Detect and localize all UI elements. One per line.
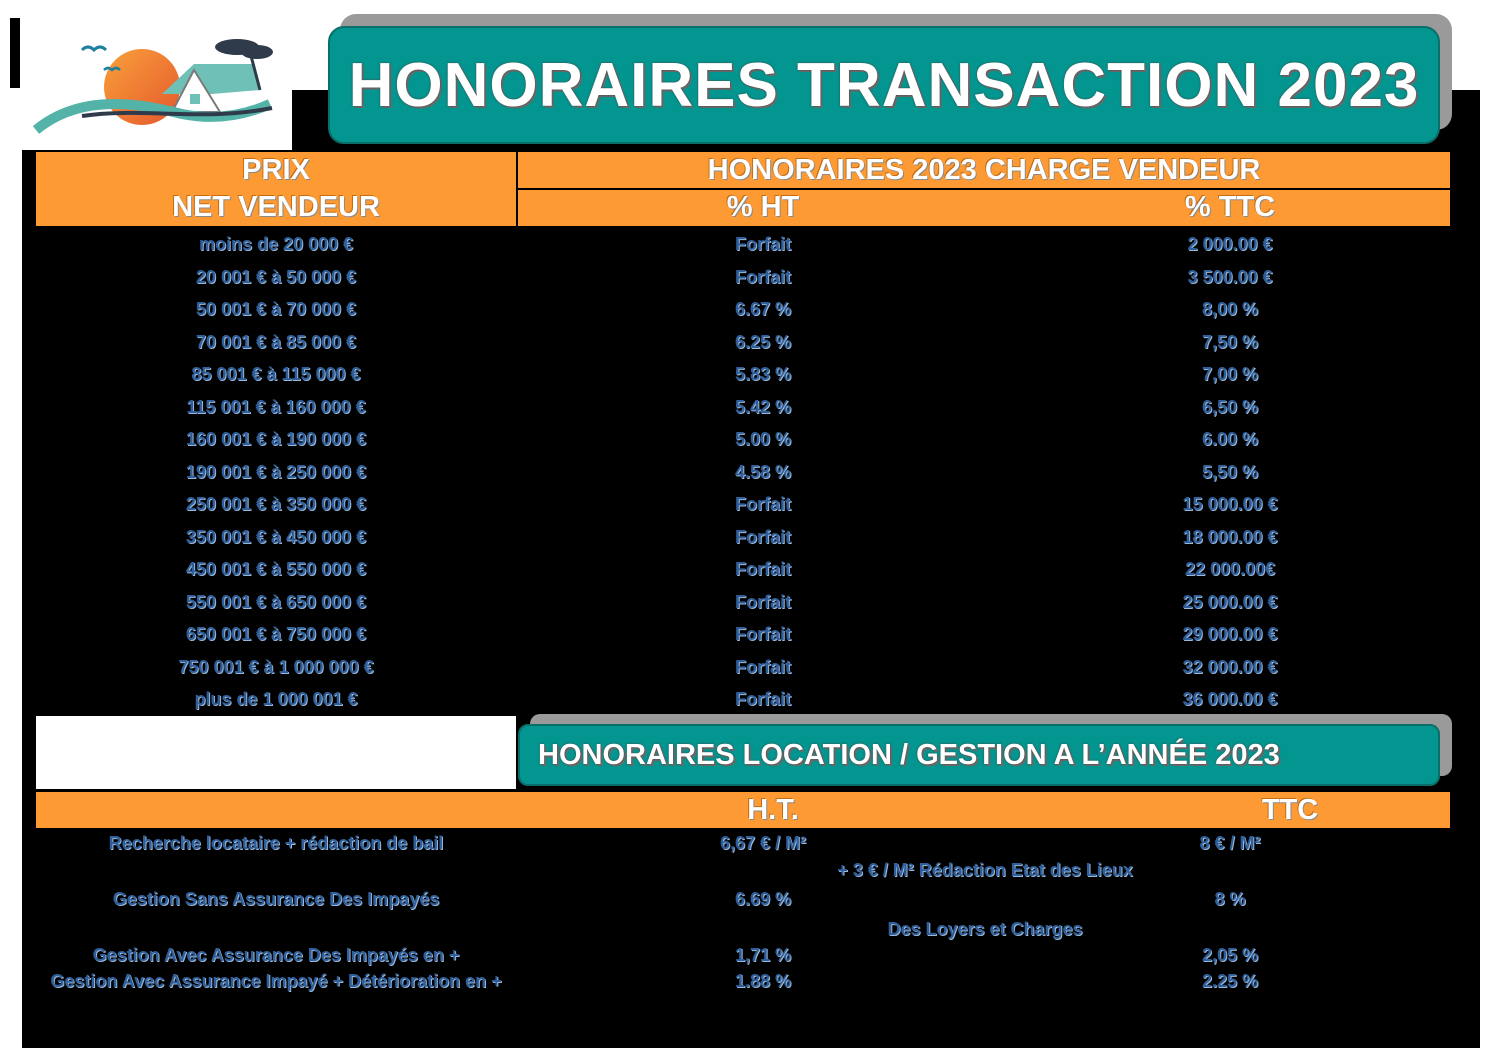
ht-rate-cell: 5.42 % xyxy=(734,396,792,417)
price-range-cell: 160 001 € à 190 000 € xyxy=(185,429,367,449)
ttc-rate-cell: 2 000.00 € xyxy=(1187,234,1273,254)
ht-rate-cell: 5.83 % xyxy=(734,364,792,384)
location-title-banner xyxy=(518,724,1440,786)
ht-rate-cell: 6.25 % xyxy=(734,331,792,352)
location-ttc-header: TTC xyxy=(1261,794,1319,826)
ht-rate-cell: Forfait xyxy=(735,526,791,547)
location-ht: 6,67 € / M² xyxy=(719,833,807,853)
ttc-rate-cell: 22 000.00€ xyxy=(1184,559,1276,579)
ttc-rate-cell: 29 000.00 € xyxy=(1182,624,1278,644)
ttc-rate-cell: 8,00 % xyxy=(1201,299,1259,319)
ttc-header: % TTC xyxy=(1184,191,1276,223)
location-ht: 6.69 % xyxy=(734,889,792,909)
price-range-cell: 70 001 € à 85 000 € xyxy=(195,331,357,352)
ttc-rate-cell: 32 000.00 € xyxy=(1182,656,1278,677)
page-title: HONORAIRES TRANSACTION 2023 xyxy=(348,50,1420,120)
ttc-rate-cell: 36 000.00 € xyxy=(1182,689,1278,709)
ht-rate-cell: Forfait xyxy=(735,234,791,254)
location-note-etat-lieux: + 3 € / M² Rédaction Etat des Lieux xyxy=(837,860,1133,880)
price-range-cell: 50 001 € à 70 000 € xyxy=(195,299,357,319)
header-divider xyxy=(36,188,516,190)
location-ttc: 2,05 % xyxy=(1201,945,1259,965)
price-header-line2: NET VENDEUR xyxy=(172,191,380,223)
location-ttc: 8 € / M² xyxy=(1199,833,1261,853)
white-spacer xyxy=(36,716,516,789)
price-range-cell: plus de 1 000 001 € xyxy=(194,689,358,709)
location-ht-header: H.T. xyxy=(747,794,799,826)
ttc-rate-cell: 15 000.00 € xyxy=(1182,494,1278,514)
ht-rate-cell: Forfait xyxy=(735,591,791,612)
ttc-rate-cell: 6.00 % xyxy=(1201,429,1259,449)
location-label: Recherche locataire + rédaction de bail xyxy=(108,833,444,853)
price-range-cell: 350 001 € à 450 000 € xyxy=(185,526,367,547)
price-range-cell: 115 001 € à 160 000 € xyxy=(186,396,366,417)
location-label: Gestion Sans Assurance Des Impayés xyxy=(112,889,440,909)
location-note-loyers: Des Loyers et Charges xyxy=(887,919,1083,939)
ht-rate-cell: 5.00 % xyxy=(734,429,792,449)
title-banner xyxy=(328,26,1440,144)
price-range-cell: 250 001 € à 350 000 € xyxy=(185,494,367,514)
ttc-rate-cell: 3 500.00 € xyxy=(1187,266,1273,287)
location-ttc: 2.25 % xyxy=(1201,971,1259,991)
ttc-rate-cell: 18 000.00 € xyxy=(1182,526,1278,547)
ttc-rate-cell: 25 000.00 € xyxy=(1182,591,1278,612)
ht-rate-cell: 4.58 % xyxy=(734,461,792,482)
logo-sun-house-icon xyxy=(22,12,292,150)
ht-rate-cell: Forfait xyxy=(735,656,791,677)
ht-rate-cell: 6.67 % xyxy=(734,299,792,319)
ttc-rate-cell: 5,50 % xyxy=(1201,461,1259,482)
price-range-cell: 750 001 € à 1 000 000 € xyxy=(178,656,374,677)
price-range-cell: 550 001 € à 650 000 € xyxy=(185,591,367,612)
location-ht: 1,71 % xyxy=(734,945,792,965)
price-range-cell: 450 001 € à 550 000 € xyxy=(185,559,367,579)
price-range-cell: 190 001 € à 250 000 € xyxy=(185,461,367,482)
agency-logo xyxy=(22,12,292,150)
location-title: HONORAIRES LOCATION / GESTION A L’ANNÉE 2023 xyxy=(538,738,1280,771)
decorative-bar xyxy=(10,18,20,88)
fees-header: HONORAIRES 2023 CHARGE VENDEUR xyxy=(707,154,1261,186)
ttc-rate-cell: 6,50 % xyxy=(1201,396,1259,417)
price-range-cell: 85 001 € à 115 000 € xyxy=(191,364,361,384)
ht-rate-cell: Forfait xyxy=(735,559,791,579)
location-label: Gestion Avec Assurance Impayé + Détérioration en + xyxy=(50,971,502,991)
ht-rate-cell: Forfait xyxy=(735,266,791,287)
location-ht: 1.88 % xyxy=(734,971,792,991)
ht-rate-cell: Forfait xyxy=(735,494,791,514)
location-ttc: 8 % xyxy=(1214,889,1246,909)
ht-rate-cell: Forfait xyxy=(735,624,791,644)
price-range-cell: 650 001 € à 750 000 € xyxy=(185,624,367,644)
price-range-cell: moins de 20 000 € xyxy=(198,234,354,254)
ttc-rate-cell: 7,00 % xyxy=(1201,364,1259,384)
ht-rate-cell: Forfait xyxy=(735,689,791,709)
price-range-cell: 20 001 € à 50 000 € xyxy=(195,266,357,287)
ttc-rate-cell: 7,50 % xyxy=(1201,331,1259,352)
ht-header: % HT xyxy=(726,191,800,223)
price-header-line1: PRIX xyxy=(242,154,310,186)
location-label: Gestion Avec Assurance Des Impayés en + xyxy=(92,945,460,965)
